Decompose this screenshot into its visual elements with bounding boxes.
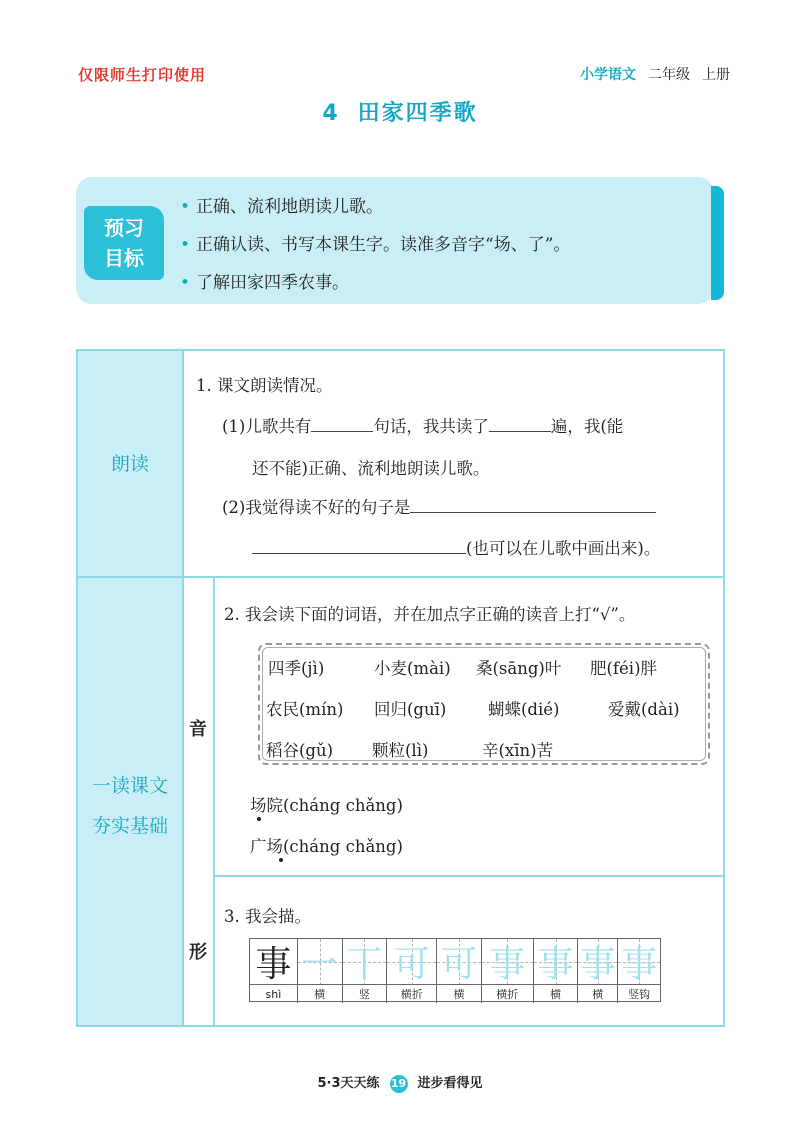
polyphone-item[interactable]: 广场(cháng chǎng): [250, 837, 403, 856]
goals-list: [180, 188, 570, 302]
answer-blank[interactable]: [252, 536, 466, 554]
word-item[interactable]: 桑(sāng)叶: [476, 659, 562, 678]
trace-cell[interactable]: [534, 939, 579, 1003]
stroke-name: 竖钩: [628, 988, 651, 1001]
word-row: [266, 696, 680, 720]
book-info: [580, 64, 730, 84]
table-divider: [182, 351, 184, 1025]
question-1-title: 1. 课文朗读情况。: [196, 376, 333, 395]
stroke-name: 横: [314, 988, 326, 1001]
word-item[interactable]: 农民(mín): [266, 700, 344, 719]
stroke-ghost-icon: 事: [618, 939, 660, 985]
lesson-number: 4: [322, 101, 340, 126]
goal-item: • 正确认读、书写本课生字。读准多音字“场、了”。: [180, 235, 571, 255]
model-character: 事: [250, 939, 297, 985]
stroke-name: 横: [592, 988, 604, 1001]
trace-cell[interactable]: [618, 939, 660, 1003]
word-item[interactable]: 肥(féi)胖: [590, 659, 658, 678]
goal-item: • 了解田家四季农事。: [180, 273, 350, 293]
stroke-ghost-icon: 丅: [343, 939, 387, 985]
table-divider: [213, 578, 215, 1025]
lesson-title: [0, 96, 800, 127]
model-pinyin: shì: [265, 988, 282, 1001]
trace-cell[interactable]: [343, 939, 388, 1003]
word-item[interactable]: 辛(xīn)苦: [482, 741, 554, 760]
word-item[interactable]: 爱戴(dài): [608, 700, 680, 719]
word-item[interactable]: 稻谷(gǔ): [266, 741, 334, 760]
goal-item: • 正确、流利地朗读儿歌。: [180, 197, 384, 217]
trace-cell[interactable]: [298, 939, 343, 1003]
grade-label: 二年级: [648, 67, 690, 83]
answer-blank[interactable]: [311, 414, 373, 432]
stroke-ghost-icon: 事: [534, 939, 578, 985]
print-notice: 仅限师生打印使用: [78, 66, 207, 84]
subject-label: 小学语文: [580, 67, 636, 83]
trace-cell[interactable]: [437, 939, 482, 1003]
question-1-part-1-cont: 还不能)正确、流利地朗读儿歌。: [252, 459, 490, 478]
sub-label-sound: 音: [189, 719, 207, 740]
question-2-title: 2. 我会读下面的词语，并在加点字正确的读音上打“√”。: [224, 605, 636, 624]
footer-left: 5·3天天练: [317, 1076, 380, 1091]
goals-tag: [84, 206, 164, 280]
stroke-ghost-icon: 一: [298, 939, 342, 985]
polyphone-item[interactable]: 场院(cháng chǎng): [250, 796, 403, 815]
page-footer: [0, 1072, 800, 1093]
word-item[interactable]: 回归(guī): [374, 700, 447, 719]
goals-tag-line1: 预习: [104, 216, 144, 240]
question-3-title: 3. 我会描。: [224, 907, 311, 926]
stroke-ghost-icon: 事: [482, 939, 533, 985]
stroke-name: 竖: [358, 988, 370, 1001]
word-row: [266, 737, 553, 761]
footer-right: 进步看得见: [417, 1076, 483, 1091]
bullet-icon: •: [180, 273, 191, 293]
word-item[interactable]: 四季(jì): [268, 659, 325, 678]
question-1-part-2-cont: (也可以在儿歌中画出来)。: [252, 535, 660, 559]
question-1-part-1: (1)儿歌共有 句话，我共读了 遍，我(能: [222, 413, 623, 437]
stroke-ghost-icon: 可: [387, 939, 436, 985]
lesson-name: 田家四季歌: [357, 101, 478, 126]
stroke-ghost-icon: 事: [578, 939, 617, 985]
section-label-basics: 一读课文 夯实基础: [91, 775, 168, 837]
bullet-icon: •: [180, 235, 191, 255]
answer-blank[interactable]: [410, 495, 656, 513]
goals-tag-line2: 目标: [104, 246, 144, 270]
question-1-part-2: (2)我觉得读不好的句子是: [222, 494, 656, 518]
word-item[interactable]: 小麦(mài): [374, 659, 451, 678]
stroke-trace-grid: [249, 938, 661, 1002]
table-divider: [78, 576, 723, 578]
word-row: [268, 655, 657, 679]
page-number: 19: [390, 1075, 408, 1093]
emphasis-dot: [279, 858, 283, 862]
emphasis-dot: [257, 817, 261, 821]
answer-blank[interactable]: [489, 414, 551, 432]
stroke-name: 横: [453, 988, 465, 1001]
trace-cell[interactable]: [578, 939, 618, 1003]
sub-label-shape: 形: [189, 942, 207, 963]
stroke-name: 横折: [496, 988, 519, 1001]
trace-cell[interactable]: [387, 939, 437, 1003]
word-item[interactable]: 颗粒(lì): [372, 741, 429, 760]
volume-label: 上册: [702, 67, 730, 83]
table-divider: [215, 875, 723, 877]
trace-cell[interactable]: [482, 939, 534, 1003]
section-label-reading: 朗读: [110, 453, 149, 475]
bullet-icon: •: [180, 197, 191, 217]
stroke-name: 横折: [400, 988, 423, 1001]
trace-cell-model: [250, 939, 298, 1003]
goals-panel-accent: [711, 186, 724, 300]
word-item[interactable]: 蝴蝶(dié): [488, 700, 560, 719]
stroke-ghost-icon: 可: [437, 939, 481, 985]
stroke-name: 横: [550, 988, 561, 1001]
